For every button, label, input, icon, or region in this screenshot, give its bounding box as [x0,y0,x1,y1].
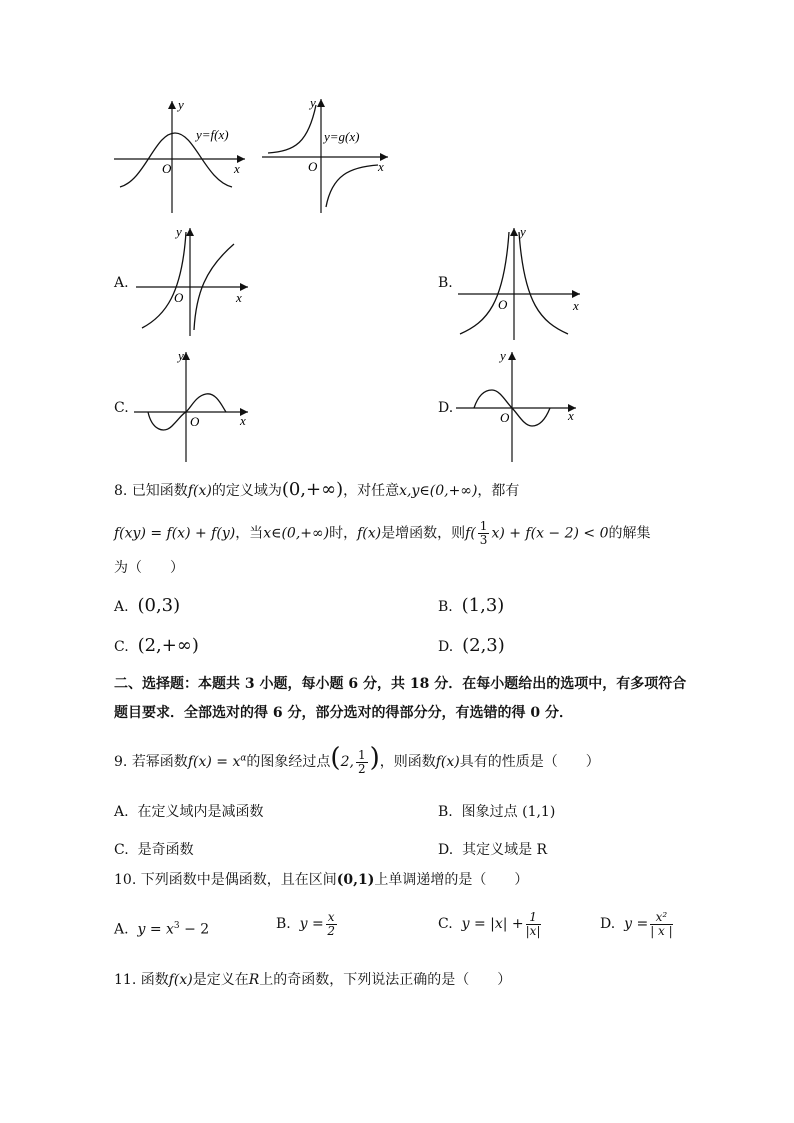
q9-option-c[interactable]: C. 是奇函数 [114,842,194,858]
graph-option-b-label[interactable]: B. [438,275,453,291]
q9-option-b[interactable]: B. 图象过点 (1,1) [438,804,556,820]
q8-domain: (0,+∞) [281,479,344,500]
q9-text-d: 具有的性质是（ ） [459,754,600,770]
graph-option-a[interactable] [130,224,260,339]
q8-text-g: 是增函数，则 [381,525,466,542]
q8-text-f: 时， [329,525,358,542]
q8-ineq-b: x) + f(x − 2) < 0 [491,525,609,542]
q9-point: 2, [340,754,354,770]
graph-option-d[interactable] [452,348,582,466]
q9-stem: 9. 若幂函数$f(x) = x^\alpha$的图象经过点(2, $\frac{1}{2}$ )，则函数f(x)具有的性质是（ ） [114,743,600,776]
g-label: y=g(x) [324,129,360,144]
q8-xy: x,y∈(0,+∞) [399,483,478,499]
q8-text-b: 的定义域为 [211,483,282,499]
b-axis-y: y [520,224,526,239]
f-axis-x: x [234,161,240,176]
q8-ineq-a: f( [465,525,476,542]
a-axis-x: x [236,290,242,305]
q10-text-b: 上单调递增的是（ ） [374,872,529,888]
q8-condition: x∈(0,+∞) [263,525,330,542]
q8-line1 [114,480,519,501]
g-origin: O [308,159,318,174]
q9-fx: f(x) = x [187,754,241,770]
graph-option-c-label[interactable]: C. [114,400,129,416]
q8-fraction: $\frac{1}{3}$ [479,519,488,547]
q10-stem [114,870,528,890]
graph-f [114,97,245,213]
q8-fx2: f(x) [357,525,382,542]
b-origin: O [498,297,508,312]
q8-number: 8. [114,483,128,499]
q8-text-c: ，对任意 [343,483,400,499]
a-origin: O [174,290,184,305]
q8-option-b[interactable]: B. (1,3) [438,595,505,616]
q11-stem [114,970,511,990]
q10-option-b[interactable]: B. y = $\frac{x}{2}$ [276,909,335,938]
q10-option-c[interactable]: C. y = |x| + $\frac{1}{|x|}$ [438,909,541,938]
q8-text-e: ，当 [235,525,264,542]
q9-option-a[interactable]: A. 在定义域内是减函数 [114,804,264,820]
q8-fx: f(x) [187,483,212,499]
graph-option-c[interactable] [130,348,256,466]
q10-option-d[interactable]: D. y = $\frac{\text{x²}}{| x |}$ [600,909,673,938]
c-origin: O [190,414,200,429]
graph-option-d-label[interactable]: D. [438,400,454,416]
q8-text-a: 已知函数 [131,483,188,499]
f-origin: O [162,161,172,176]
c-axis-y: y [178,348,184,363]
q10-interval: (0,1) [336,872,375,888]
q9-text-b: 的图象经过点 [246,754,331,770]
b-axis-x: x [573,298,579,313]
d-axis-x: x [568,408,574,423]
g-axis-x: x [378,159,384,174]
q11-number: 11. [114,972,137,988]
g-axis-y: y [310,95,316,110]
q8-option-c[interactable]: C. (2,+∞) [114,635,199,656]
q9-text-c: ，则函数 [379,754,436,770]
f-axis-y: y [178,97,184,112]
q11-R: R [248,972,260,988]
q8-option-a[interactable]: A. (0,3) [114,595,181,616]
q8-line2 [114,520,651,547]
q10-text-a: 下列函数中是偶函数，且在区间 [140,872,337,888]
f-label: y=f(x) [196,127,229,142]
q11-text-a: 函数 [140,972,169,988]
q9-option-d[interactable]: D. 其定义域是 R [438,842,548,858]
q10-option-a[interactable]: A. $y = x^3 - 2$ [114,921,210,938]
q8-line3: 为（ ） [114,560,184,576]
d-axis-y: y [500,348,506,363]
q8-text-h: 的解集 [608,525,651,542]
d-origin: O [500,410,510,425]
q11-text-b: 是定义在 [192,972,249,988]
q9-fraction: $\frac{1}{2}$ [357,747,366,776]
q8-option-d[interactable]: D. (2,3) [438,635,505,656]
q9-number: 9. [114,754,128,770]
q10-number: 10. [114,872,137,888]
graph-option-b[interactable] [452,224,588,342]
a-axis-y: y [176,224,182,239]
section2-heading-line2: 题目要求．全部选对的得 6 分，部分选对的得部分分，有选错的得 0 分． [114,705,573,721]
graph-option-a-label[interactable]: A. [114,275,129,291]
c-axis-x: x [240,413,246,428]
q9-fx2: f(x) [435,754,460,770]
given-function-graphs [110,95,400,215]
q8-text-d: ，都有 [477,483,520,499]
q11-text-c: 上的奇函数，下列说法正确的是（ ） [259,972,512,988]
q9-text-a: 若幂函数 [131,754,188,770]
graph-g [262,95,388,213]
section2-heading-line1: 二、选择题：本题共 3 小题，每小题 6 分，共 18 分．在每小题给出的选项中，有多项符合 [114,676,687,692]
q8-equation: f(xy) = f(x) + f(y) [114,525,236,542]
q9-alpha: α [240,753,247,764]
q11-fx: f(x) [168,972,193,988]
